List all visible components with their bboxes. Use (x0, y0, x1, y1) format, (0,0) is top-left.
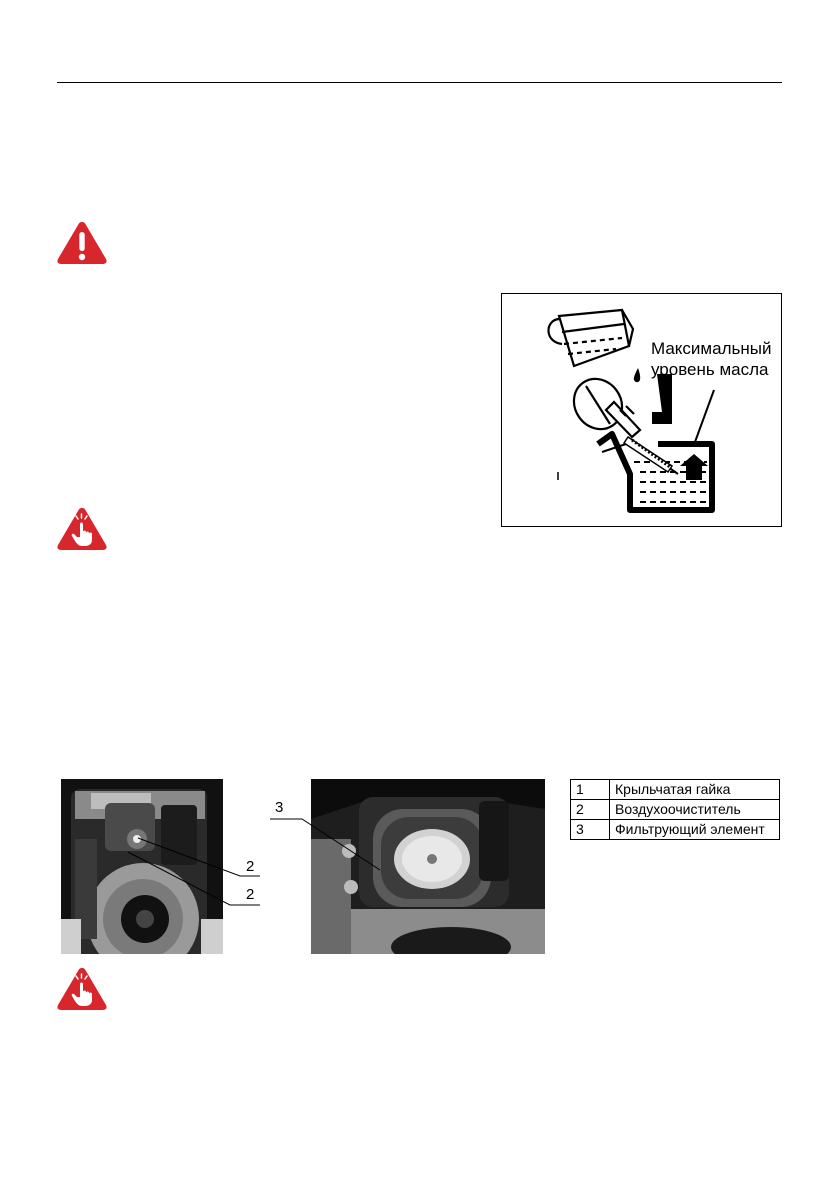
legend-row-number: 3 (571, 820, 610, 840)
legend-row (571, 800, 780, 820)
max-oil-level-label-line2: уровень масла (651, 360, 769, 379)
max-oil-level-label-line1: Максимальный (651, 339, 772, 358)
legend-row-text: Фильтрующий элемент (610, 820, 780, 840)
legend-row (571, 780, 780, 800)
oil-level-figure (501, 293, 782, 527)
header-rule (57, 82, 782, 83)
warning-triangle-icon (56, 220, 108, 266)
legend-row-text: Воздухоочиститель (610, 800, 780, 820)
callout-label-air-cleaner-bottom: 2 (246, 886, 255, 903)
parts-legend-table (570, 779, 780, 840)
legend-row-number: 1 (571, 780, 610, 800)
legend-row-number: 2 (571, 800, 610, 820)
hand-pointer-warning-icon (56, 966, 108, 1012)
legend-row (571, 820, 780, 840)
hand-pointer-warning-icon (56, 506, 108, 552)
callout-label-air-cleaner-top: 2 (246, 858, 255, 875)
right-photo-callout-line (270, 818, 390, 888)
callout-label-filter-element: 3 (275, 799, 284, 816)
max-oil-level-label (651, 338, 771, 380)
legend-row-text: Крыльчатая гайка (610, 780, 780, 800)
